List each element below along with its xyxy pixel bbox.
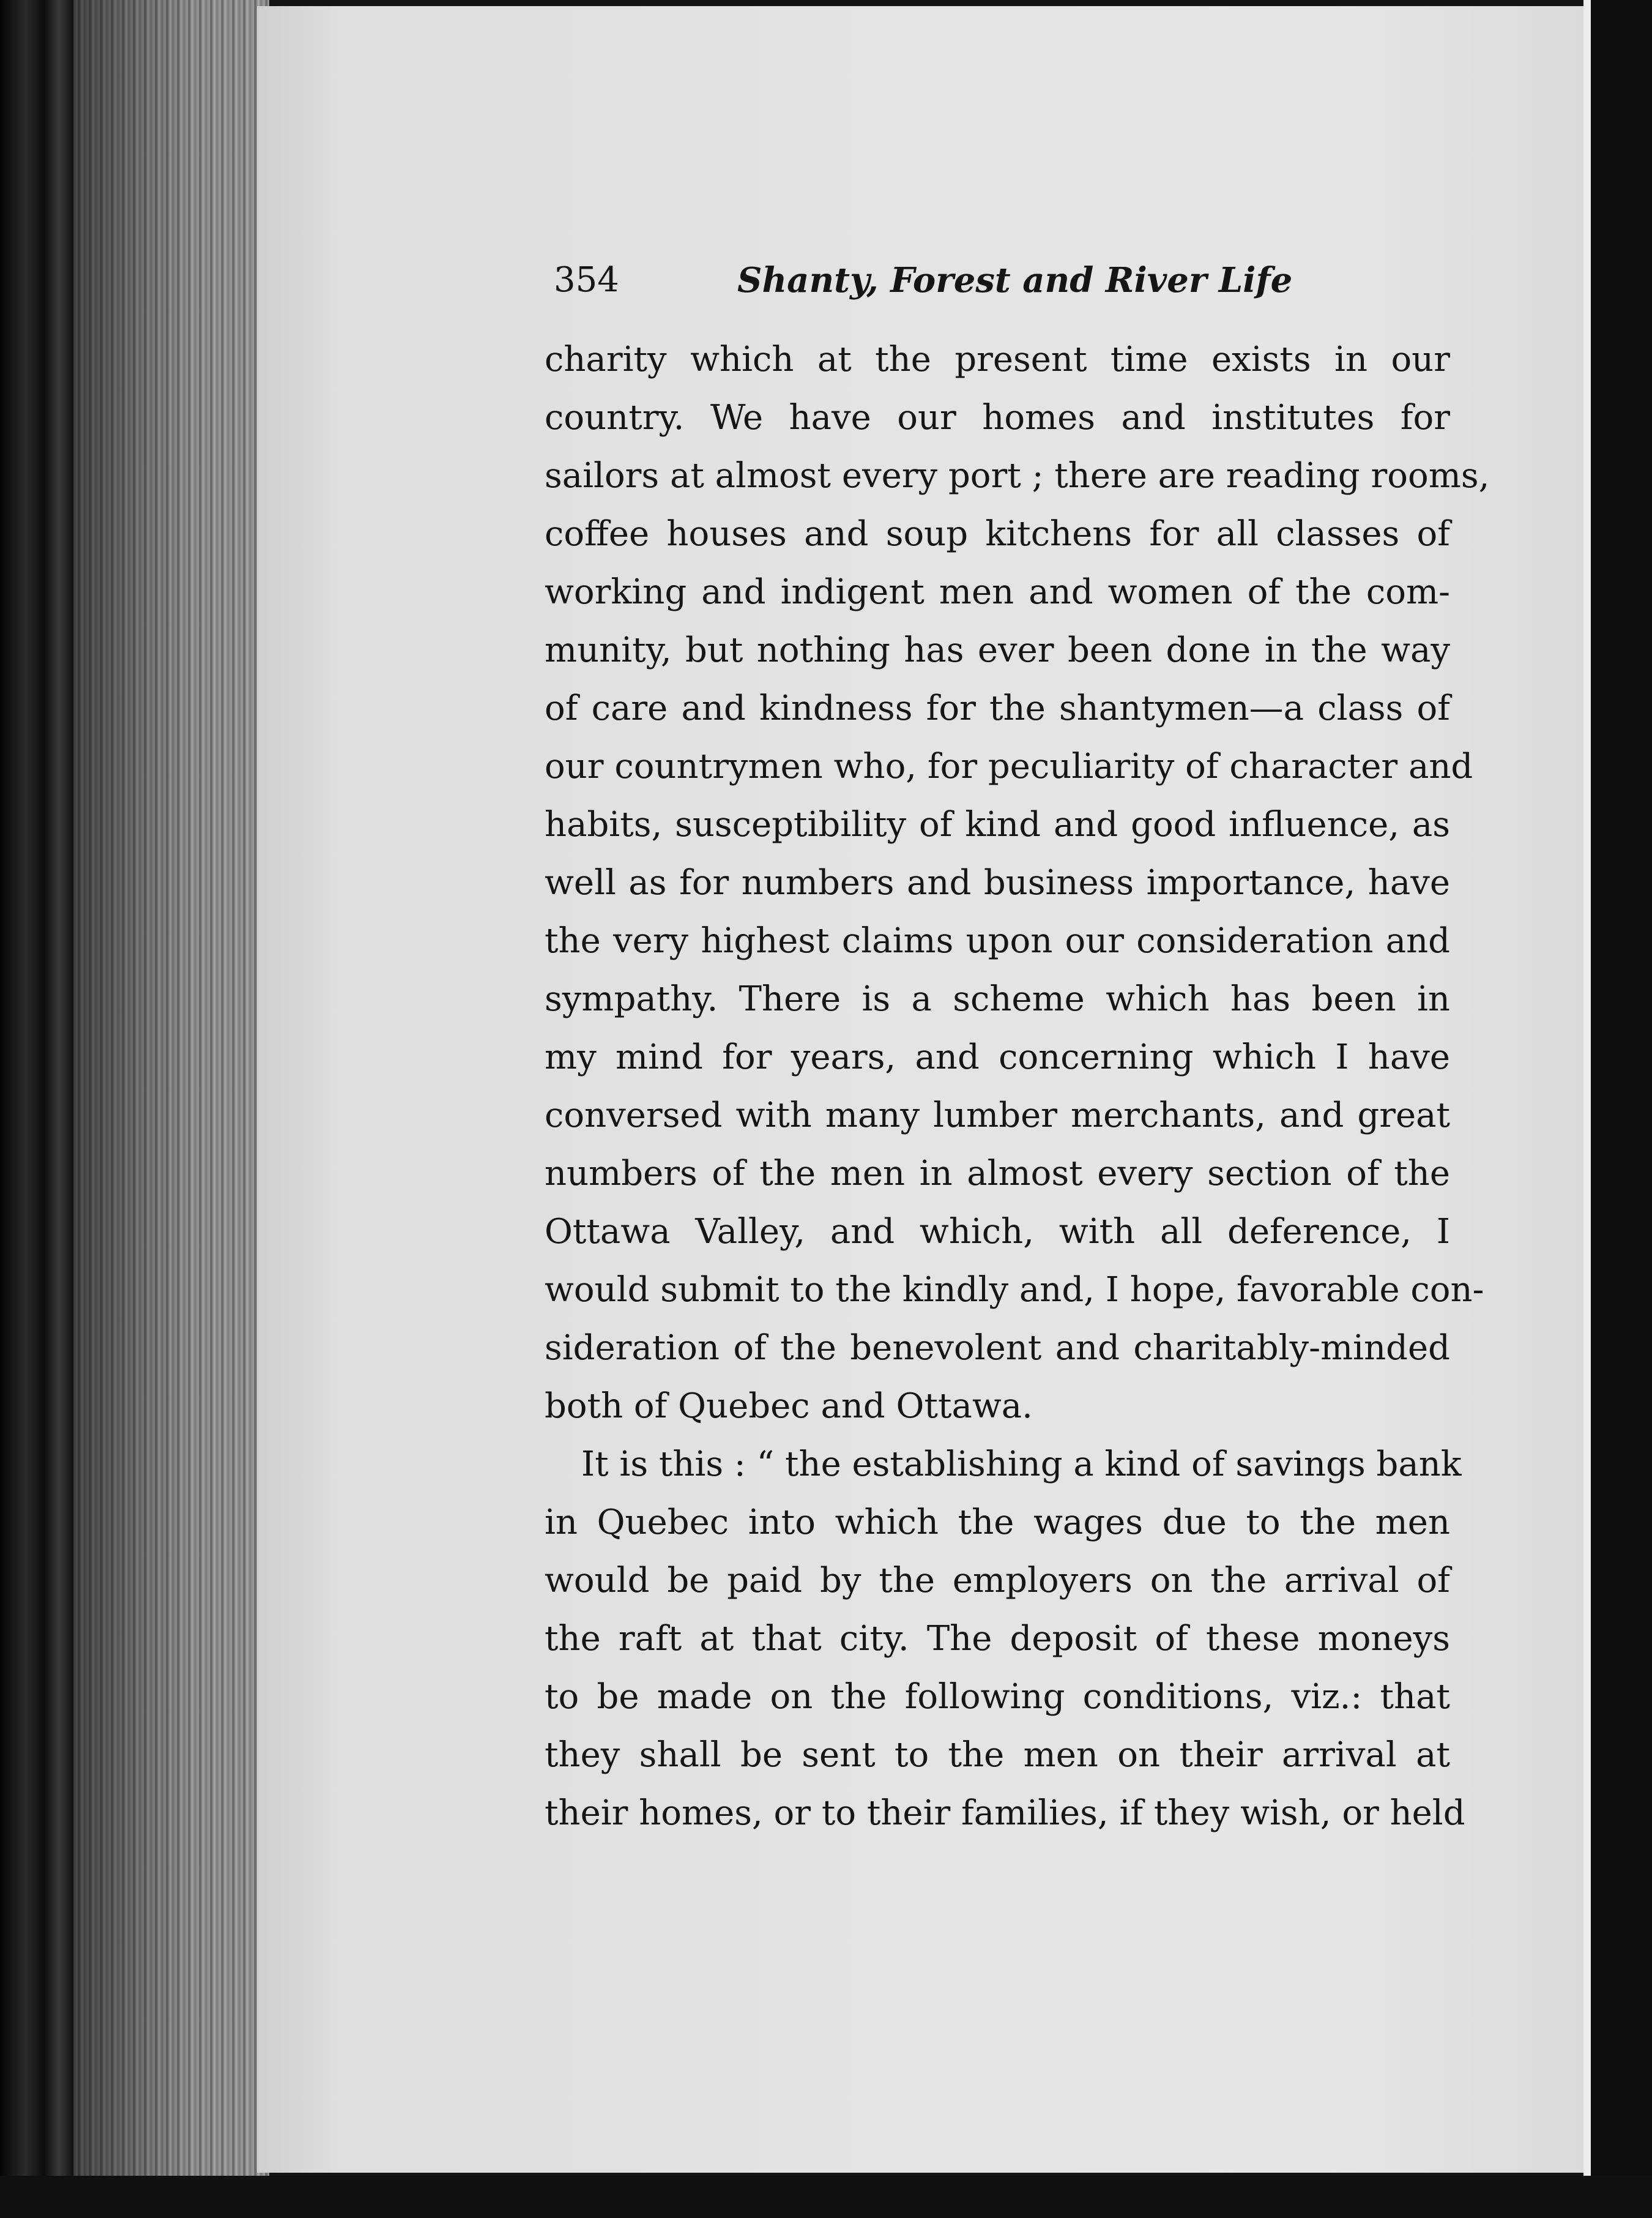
text-line: sailors at almost every port ; there are reading rooms, (545, 456, 1490, 496)
text-line: the raft at that city. The deposit of these moneys (545, 1619, 1450, 1659)
text-line: habits, susceptibility of kind and good influence, as (545, 805, 1450, 845)
text-line: to be made on the following conditions, viz.: that (545, 1677, 1450, 1717)
text-line: It is this : “ the establishing a kind of savings bank (581, 1444, 1462, 1484)
text-line: my mind for years, and concerning which I have (545, 1037, 1450, 1077)
text-line: working and indigent men and women of the com- (545, 572, 1450, 612)
text-line: in Quebec into which the wages due to the men (545, 1503, 1450, 1542)
text-line: the very highest claims upon our consideration and (545, 921, 1450, 961)
book-binding (0, 0, 73, 2218)
text-line: conversed with many lumber merchants, and great (545, 1096, 1450, 1135)
text-line: munity, but nothing has ever been done in the way (545, 630, 1450, 670)
text-line: our countrymen who, for peculiarity of character and (545, 747, 1473, 786)
text-line: sideration of the benevolent and charitably-minded (545, 1328, 1450, 1368)
running-head (554, 256, 1319, 311)
text-line: would be paid by the employers on the arrival of (545, 1561, 1450, 1600)
running-head-title: Shanty, Forest and River Life (737, 260, 1293, 301)
text-line: both of Quebec and Ottawa. (545, 1386, 1033, 1426)
text-line: numbers of the men in almost every section of the (545, 1154, 1450, 1193)
text-line: of care and kindness for the shantymen—a class of (545, 689, 1450, 728)
text-line: well as for numbers and business importance, have (545, 863, 1450, 903)
page-number: 354 (554, 260, 619, 300)
body-text (545, 330, 1490, 1842)
text-line: sympathy. There is a scheme which has been in (545, 979, 1450, 1019)
text-line: Ottawa Valley, and which, with all deference, I (545, 1212, 1450, 1252)
text-line: charity which at the present time exists in our (545, 340, 1450, 379)
text-line: coffee houses and soup kitchens for all classes of (545, 514, 1450, 554)
page-edges-shadow (73, 0, 269, 2185)
right-dark-border (1591, 0, 1652, 2218)
text-line: would submit to the kindly and, I hope, favorable con- (545, 1270, 1484, 1310)
bottom-dark-border (0, 2176, 1652, 2218)
text-line: their homes, or to their families, if they wish, or held (545, 1793, 1465, 1833)
text-line: they shall be sent to the men on their arrival at (545, 1735, 1450, 1775)
text-line: country. We have our homes and institutes for (545, 398, 1450, 438)
